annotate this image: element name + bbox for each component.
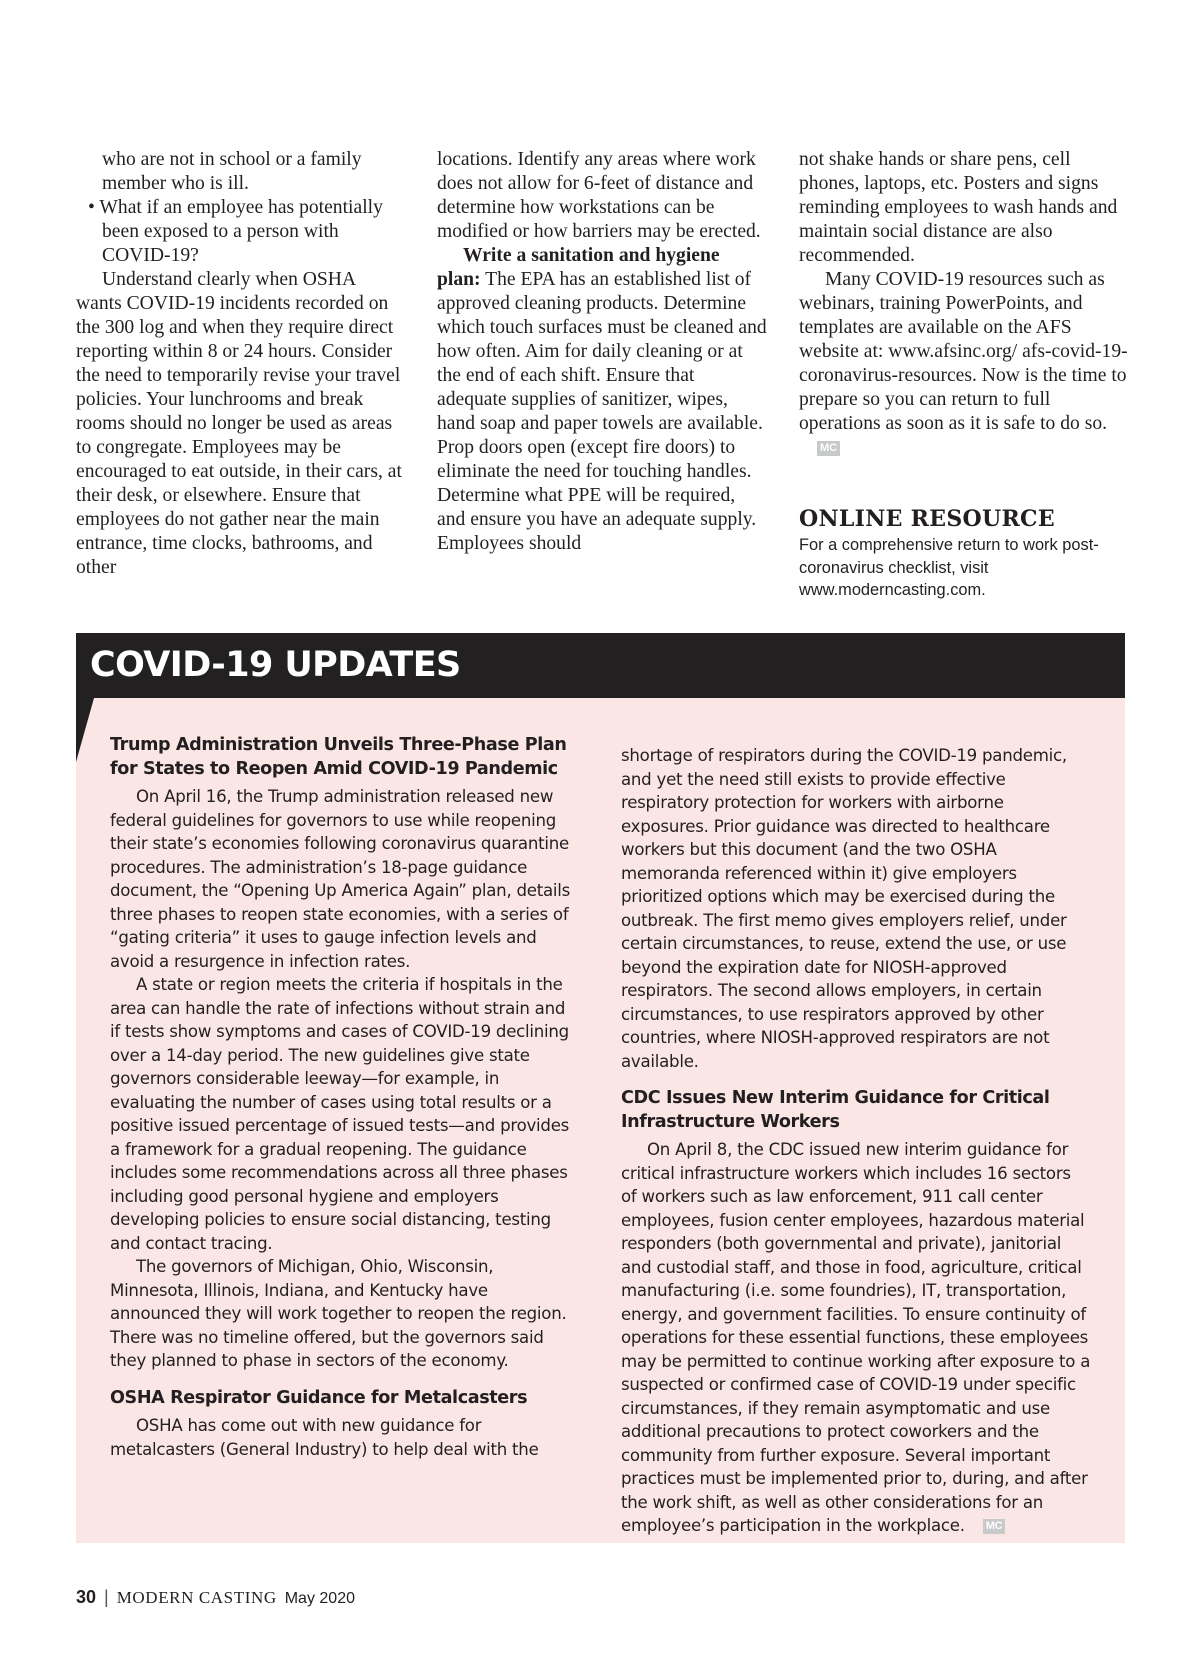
news-paragraph: OSHA has come out with new guidance for metalcasters (General Industry) to help deal with the: [110, 1416, 539, 1459]
sanitation-plan-text: The EPA has an established list of approved cleaning products. Determine which touch surfaces must be cleaned and how often. Aim for daily cleaning or at the end of each shift. Ensure that adequate supplies of sanitizer, wipes, hand soap and paper towels are available. Prop doors open (except fire doors) to eliminate the need for touching handles. Determine what PPE will be required, and ensure you have an adequate supply. Employees should: [437, 269, 767, 554]
article-paragraph: Understand clearly when OSHA wants COVID-19 incidents recorded on the 300 log and when they require direct reporting within 8 or 24 hours. Consider the need to temporarily revise your travel policies. Your lunchrooms and break rooms should no longer be used as areas to congregate. Employees may be encouraged to eat outside, in their cars, at their desk, or elsewhere. Ensure that employees do not gather near the main entrance, time clocks, bathrooms, and other: [76, 269, 402, 578]
article-bullet-item: • What if an employee has potentially been exposed to a person with COVID-19?: [88, 197, 383, 266]
page-number: 30: [76, 1587, 97, 1607]
news-headline: Trump Administration Unveils Three-Phase Plan for States to Reopen Amid COVID-19 Pandemic: [110, 735, 567, 779]
news-paragraph: The governors of Michigan, Ohio, Wisconsin, Minnesota, Illinois, Indiana, and Kentucky have announced they will work together to reopen the region. There was no timeline offered, but the governors said they planned to phase in sectors of the economy.: [110, 1257, 567, 1370]
news-paragraph: shortage of respirators during the COVID-19 pandemic, and yet the need still exists to provide effective respiratory protection for workers with airborne exposures. Prior guidance was directed to healthcare workers but this document (and the two OSHA memoranda referenced within it) give employers prioritized options which may be exercised during the outbreak. The first memo gives employers relief, under certain circumstances, to reuse, extend the use, or use beyond the expiration date for NIOSH-approved respirators. The second allows employers, in certain circumstances, to use respirators approved by other countries, where NIOSH-approved respirators are not available.: [621, 746, 1067, 1071]
news-paragraph: A state or region meets the criteria if hospitals in the area can handle the rate of infections without strain and if tests show symptoms and cases of COVID-19 declining over a 14-day period. The new guidelines give state governors considerable leeway—for example, in evaluating the number of cases using total results or a positive issued percentage of issued tests—and provides a framework for a gradual reopening. The guidance includes some recommendations across all three phases including good personal hygiene and employers developing policies to ensure social distancing, testing and contact tracing.: [110, 975, 570, 1253]
news-headline: OSHA Respirator Guidance for Metalcasters: [110, 1387, 528, 1408]
end-mark-icon: MC: [817, 441, 840, 456]
article-paragraph: who are not in school or a family member who is ill.: [102, 149, 362, 194]
article-paragraph: [799, 268, 1129, 460]
news-paragraph: [621, 1138, 1091, 1538]
issue-date: May 2020: [284, 1590, 355, 1607]
footer-separator: |: [104, 1587, 109, 1607]
article-paragraph: [437, 244, 767, 556]
article-column-3: [799, 148, 1129, 460]
page-footer: [76, 1585, 355, 1609]
online-resource-title: ONLINE RESOURCE: [799, 506, 1055, 532]
covid-updates-title: COVID-19 UPDATES: [90, 645, 461, 685]
article-column-1: [76, 148, 404, 580]
covid-updates-column-right: [621, 744, 1091, 1538]
news-paragraph: On April 16, the Trump administration released new federal guidelines for governors to use while reopening their state’s economies following coronavirus quarantine procedures. The administration’s 18-page guidance document, the “Opening Up America Again” plan, details three phases to reopen state economies, with a series of “gating criteria” it uses to gauge infection levels and avoid a resurgence in infection rates.: [110, 787, 571, 971]
news-closing-text: On April 8, the CDC issued new interim guidance for critical infrastructure workers which includes 16 sectors of workers such as law enforcement, 911 call center employees, fusion center employees, hazardous material responders (both governmental and private), janitorial and custodial staff, and those in food, agriculture, critical manufacturing (i.e. some foundries), IT, transportation, energy, and government facilities. To ensure continuity of operations for these essential functions, these employees may be permitted to continue working after exposure to a suspected or confirmed case of COVID-19 under specific circumstances, if they remain asymptomatic and use additional precautions to protect coworkers and the community from further exposure. Several important practices must be implemented prior to, during, and after the work shift, as well as other considerations for an employee’s participation in the workplace.: [621, 1140, 1091, 1535]
article-column-2: [437, 148, 767, 556]
online-resource-box: [799, 506, 1129, 602]
sanitation-plan-lead: Write a sanitation and hygiene plan:: [437, 245, 720, 290]
covid-updates-header: [76, 633, 1125, 698]
news-headline: CDC Issues New Interim Guidance for Critical Infrastructure Workers: [621, 1088, 1050, 1132]
article-paragraph: not shake hands or share pens, cell phones, laptops, etc. Posters and signs reminding employees to wash hands and maintain social distance are also recommended.: [799, 149, 1118, 266]
publication-name: MODERN CASTING: [116, 1588, 277, 1607]
end-mark-icon: MC: [983, 1519, 1006, 1534]
article-paragraph: locations. Identify any areas where work does not allow for 6-feet of distance and determine how workstations can be modified or how barriers may be erected.: [437, 149, 761, 242]
covid-updates-box: [76, 633, 1125, 1543]
header-notch-decoration: [76, 698, 94, 762]
covid-updates-column-left: [110, 734, 580, 1461]
article-closing-text: Many COVID-19 resources such as webinars, training PowerPoints, and templates are available on the AFS website at: www.afsinc.org/ afs-covid-19-coronavirus-resources. Now is the time to prepare so you can return to full operations as soon as it is safe to do so.: [799, 269, 1128, 434]
online-resource-text: For a comprehensive return to work post-coronavirus checklist, visit www.moderncasting.com.: [799, 536, 1099, 599]
